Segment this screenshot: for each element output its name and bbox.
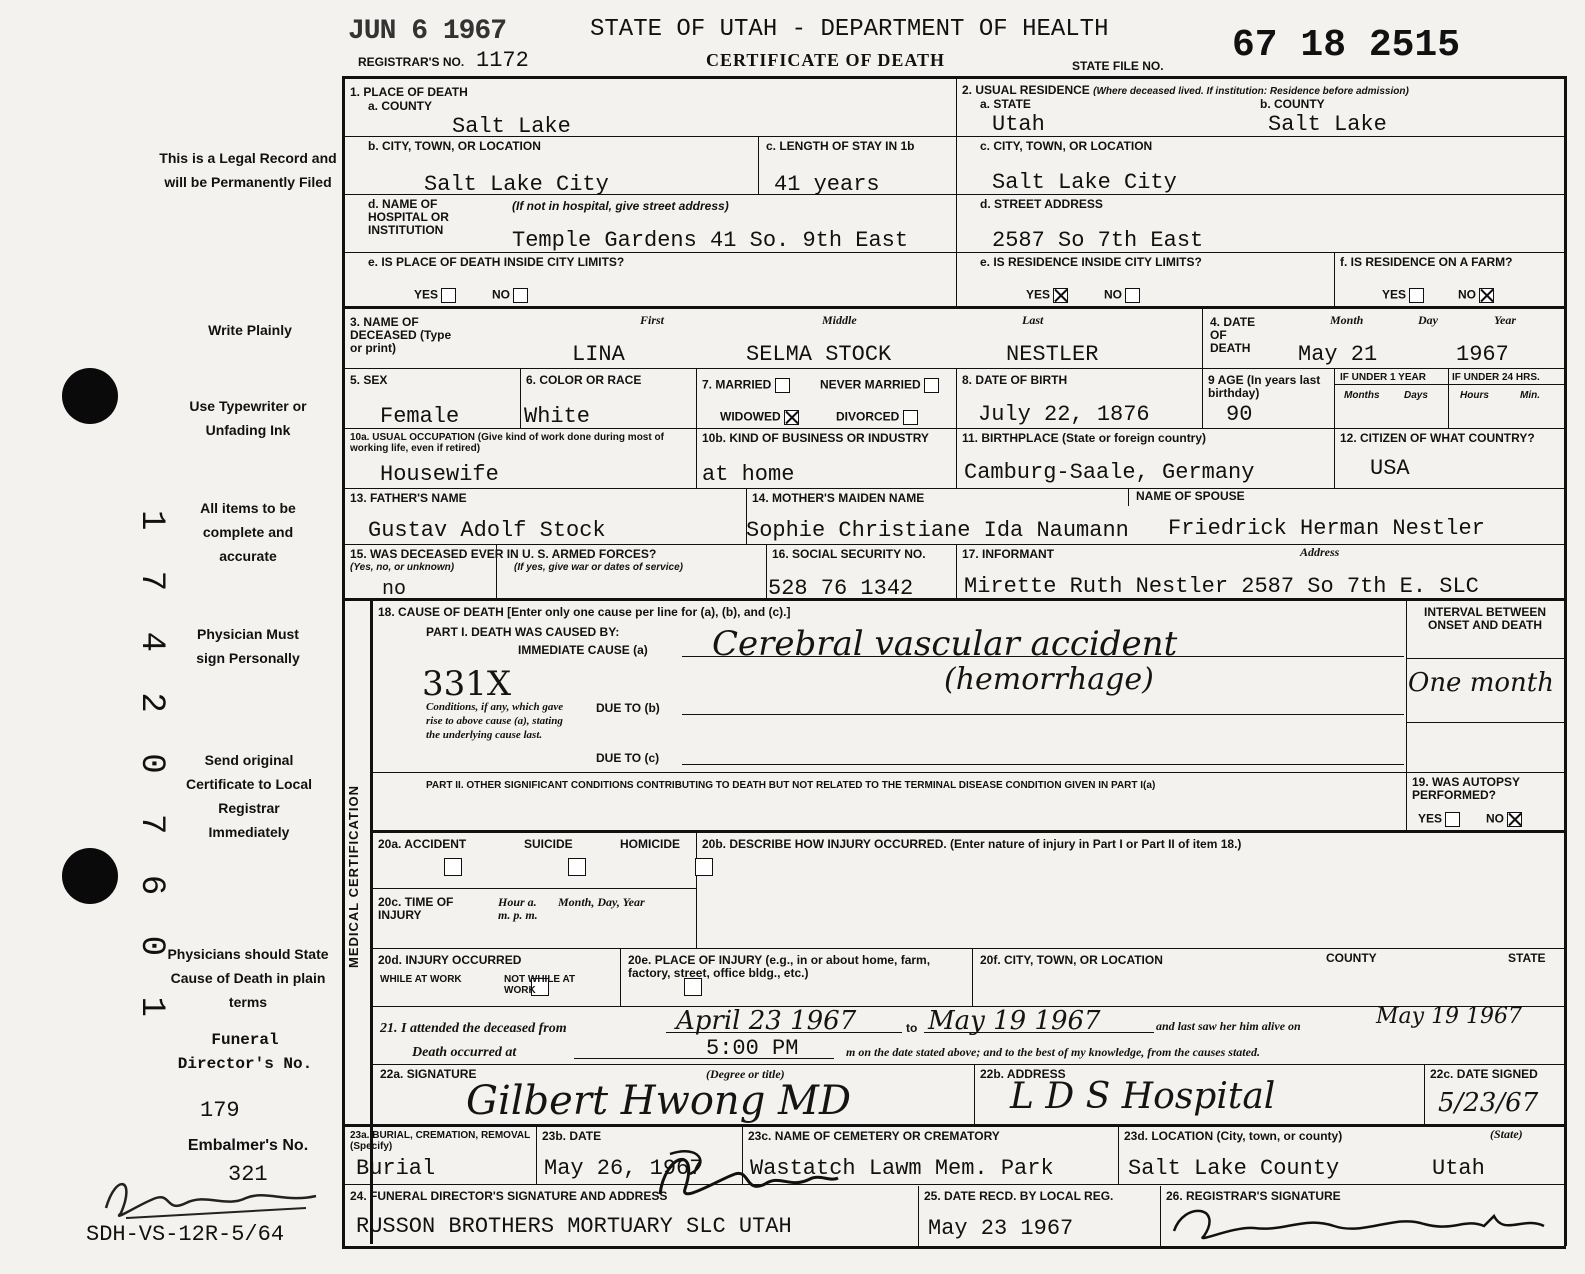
punch-hole-bottom bbox=[62, 848, 118, 904]
spouse-name: Friedrick Herman Nestler bbox=[1168, 516, 1485, 541]
farm-label: f. IS RESIDENCE ON A FARM? bbox=[1340, 255, 1513, 269]
year-label: Year bbox=[1494, 313, 1516, 327]
cause-code: 331X bbox=[422, 664, 512, 704]
citizenship: USA bbox=[1370, 456, 1410, 481]
due-to-b-label: DUE TO (b) bbox=[596, 701, 660, 715]
attended-from: April 23 1967 bbox=[676, 1006, 857, 1036]
part1-label: PART I. DEATH WAS CAUSED BY: bbox=[426, 625, 620, 639]
interval: One month bbox=[1408, 668, 1554, 698]
year-of-death: 1967 bbox=[1456, 342, 1509, 367]
last-name: NESTLER bbox=[1006, 342, 1099, 367]
burial-state: Utah bbox=[1432, 1156, 1485, 1181]
physician-address: L D S Hospital bbox=[1010, 1076, 1276, 1117]
injury-occurred-label: 20d. INJURY OCCURRED bbox=[378, 953, 522, 967]
occupation-label: 10a. USUAL OCCUPATION (Give kind of work done during most of working life, even if retired) bbox=[350, 432, 664, 454]
married-checkbox[interactable] bbox=[775, 378, 790, 393]
spouse-label: NAME OF SPOUSE bbox=[1136, 489, 1245, 503]
cause-of-death-label: 18. CAUSE OF DEATH [Enter only one cause per line for (a), (b), and (c).] bbox=[378, 605, 791, 619]
cause-a-hemorrhage: (hemorrhage) bbox=[944, 662, 1154, 697]
funeral-director-no: 179 bbox=[200, 1098, 240, 1123]
county-label: a. COUNTY bbox=[368, 99, 433, 113]
time-of-injury-label: 20c. TIME OF INJURY bbox=[378, 895, 454, 922]
length-of-stay: 41 years bbox=[774, 172, 880, 197]
mother-name: Sophie Christiane Ida Naumann bbox=[746, 518, 1129, 543]
signature-label: 22a. SIGNATURE bbox=[380, 1067, 477, 1081]
sex-label: 5. SEX bbox=[350, 373, 388, 387]
divorced: DIVORCED bbox=[836, 410, 918, 425]
death-city: Salt Lake City bbox=[424, 172, 609, 197]
autopsy-no: NO bbox=[1486, 812, 1522, 827]
race-label: 6. COLOR OR RACE bbox=[526, 373, 642, 387]
not-while-at-work: NOT WHILE AT WORK bbox=[504, 974, 576, 996]
cemetery: Wastatch Lawm Mem. Park bbox=[750, 1156, 1054, 1181]
received-stamp: JUN 6 1967 bbox=[348, 16, 507, 47]
burial-location-label: 23d. LOCATION (City, town, or county) bbox=[1124, 1129, 1343, 1143]
physician-address-label: 22b. ADDRESS bbox=[980, 1067, 1066, 1081]
death-county: Salt Lake bbox=[452, 114, 571, 139]
time-of-death: 5:00 PM bbox=[706, 1036, 799, 1061]
age-label: 9 AGE (In years last birthday) bbox=[1208, 373, 1321, 400]
farm-yes: YES bbox=[1382, 288, 1424, 303]
interval-label: INTERVAL BETWEEN ONSET AND DEATH bbox=[1423, 605, 1546, 632]
embalmer-no: 321 bbox=[228, 1162, 268, 1187]
immediate-cause-label: IMMEDIATE CAUSE (a) bbox=[518, 643, 648, 657]
armed-forces: no bbox=[382, 578, 407, 601]
citizen-label: 12. CITIZEN OF WHAT COUNTRY? bbox=[1340, 431, 1535, 445]
middle-label: Middle bbox=[822, 313, 857, 327]
social-security-no: 528 76 1342 bbox=[768, 576, 914, 601]
day-label: Day bbox=[1418, 313, 1438, 327]
month-day-year-label: Month, Day, Year bbox=[558, 895, 645, 909]
residence-label: 2. USUAL RESIDENCE (Where deceased lived. If institution: Residence before admission) bbox=[962, 83, 1409, 97]
attended-label: 21. I attended the deceased from bbox=[380, 1021, 567, 1036]
burial-date-label: 23b. DATE bbox=[542, 1129, 602, 1143]
suicide-checkbox[interactable] bbox=[568, 858, 586, 876]
business: at home bbox=[702, 462, 795, 487]
accident-checkbox[interactable] bbox=[444, 858, 462, 876]
father-label: 13. FATHER'S NAME bbox=[350, 491, 467, 505]
city-label: b. CITY, TOWN, OR LOCATION bbox=[368, 139, 541, 153]
res-state-label: a. STATE bbox=[980, 97, 1031, 111]
injury-county-label: COUNTY bbox=[1326, 951, 1377, 965]
sidebar-send: Send original Certificate to Local Registrar Immediately bbox=[185, 752, 313, 840]
last-saw-date: May 19 1967 bbox=[1376, 1004, 1523, 1029]
date-of-death-label: 4. DATE OF DEATH bbox=[1210, 315, 1256, 355]
armed-note-2: (If yes, give war or dates of service) bbox=[514, 562, 683, 573]
attended-to: May 19 1967 bbox=[928, 1006, 1101, 1036]
registrar-no-label: REGISTRAR'S NO. bbox=[358, 55, 465, 69]
certificate-title: CERTIFICATE OF DEATH bbox=[706, 50, 946, 70]
res-city: Salt Lake City bbox=[992, 170, 1177, 195]
farm-no-checkbox[interactable] bbox=[1479, 288, 1494, 303]
days-label: Days bbox=[1404, 390, 1428, 401]
place-of-injury-label: 20e. PLACE OF INJURY (e.g., in or about home, farm, factory, street, office bldg., etc.) bbox=[628, 953, 931, 980]
funeral-director-no-label: Funeral Director's No. bbox=[177, 1031, 313, 1073]
sidebar-physicians-should: Physicians should State Cause of Death in plain terms bbox=[167, 946, 329, 1010]
res-county: Salt Lake bbox=[1268, 112, 1387, 137]
under-1-year-label: IF UNDER 1 YEAR bbox=[1340, 372, 1426, 383]
autopsy-label: 19. WAS AUTOPSY PERFORMED? bbox=[1412, 775, 1520, 802]
month-label: Month bbox=[1330, 313, 1364, 327]
date-recd-label: 25. DATE RECD. BY LOCAL REG. bbox=[924, 1189, 1114, 1203]
first-name: LINA bbox=[572, 342, 625, 367]
death-city-yes-checkbox[interactable] bbox=[441, 288, 456, 303]
degree-label: (Degree or title) bbox=[706, 1067, 785, 1081]
physician-signature: Gilbert Hwong MD bbox=[466, 1078, 852, 1124]
place-of-death-label: 1. PLACE OF DEATH bbox=[350, 85, 468, 99]
hospital-note: (If not in hospital, give street address) bbox=[512, 199, 729, 213]
res-city-no-checkbox[interactable] bbox=[1125, 288, 1140, 303]
cause-a: Cerebral vascular accident bbox=[712, 624, 1178, 664]
last-label: Last bbox=[1022, 313, 1044, 327]
autopsy-yes-checkbox[interactable] bbox=[1445, 812, 1460, 827]
informant-label: 17. INFORMANT bbox=[962, 547, 1055, 561]
date-of-death: May 21 bbox=[1298, 342, 1378, 367]
funeral-director-signature bbox=[640, 1134, 840, 1214]
farm-no: NO bbox=[1458, 288, 1494, 303]
sidebar-typewriter: Use Typewriter or Unfading Ink bbox=[189, 398, 307, 438]
registrar-signature-label: 26. REGISTRAR'S SIGNATURE bbox=[1166, 1189, 1341, 1203]
ssn-label: 16. SOCIAL SECURITY NO. bbox=[772, 547, 926, 561]
res-city-label: c. CITY, TOWN, OR LOCATION bbox=[980, 139, 1153, 153]
res-city-yes-checkbox[interactable] bbox=[1053, 288, 1068, 303]
part2-label: PART II. OTHER SIGNIFICANT CONDITIONS CONTRIBUTING TO DEATH BUT NOT RELATED TO THE TERMINAL DISEASE CONDITION GIVEN IN PART I(a) bbox=[426, 780, 1156, 791]
hour-label: Hour a. m. p. m. bbox=[498, 895, 538, 922]
res-street-label: d. STREET ADDRESS bbox=[980, 197, 1103, 211]
armed-label: 15. WAS DECEASED EVER IN U. S. ARMED FORCES? bbox=[350, 547, 657, 561]
birthplace: Camburg-Saale, Germany bbox=[964, 460, 1255, 485]
sidebar-write-plainly: Write Plainly bbox=[208, 322, 292, 338]
married: 7. MARRIED bbox=[702, 378, 790, 393]
homicide-label: HOMICIDE bbox=[620, 837, 680, 851]
informant: Mirette Ruth Nestler 2587 So 7th E. SLC bbox=[964, 574, 1479, 599]
embalmer-no-label: Embalmer's No. bbox=[187, 1137, 309, 1154]
death-city-no-checkbox[interactable] bbox=[513, 288, 528, 303]
first-label: First bbox=[640, 313, 665, 327]
farm-yes-checkbox[interactable] bbox=[1409, 288, 1424, 303]
suicide-label: SUICIDE bbox=[524, 837, 573, 851]
father-name: Gustav Adolf Stock bbox=[368, 518, 606, 543]
armed-note-1: (Yes, no, or unknown) bbox=[350, 562, 455, 573]
never-married: NEVER MARRIED bbox=[820, 378, 939, 393]
page-title: STATE OF UTAH - DEPARTMENT OF HEALTH bbox=[590, 16, 1109, 43]
conditions-note: Conditions, if any, which gave rise to above cause (a), stating the underlying cause last. bbox=[426, 701, 564, 741]
never-married-checkbox[interactable] bbox=[924, 378, 939, 393]
widowed: WIDOWED bbox=[720, 410, 799, 425]
inside-city-label: e. IS PLACE OF DEATH INSIDE CITY LIMITS? bbox=[368, 255, 625, 269]
cemetery-label: 23c. NAME OF CEMETERY OR CREMATORY bbox=[748, 1129, 1000, 1143]
while-at-work: WHILE AT WORK bbox=[380, 974, 462, 985]
res-city-yes: YES bbox=[1026, 288, 1068, 303]
stay-label: c. LENGTH OF STAY IN 1b bbox=[766, 139, 915, 153]
registrar-no: 1172 bbox=[476, 48, 529, 73]
hours-label: Hours bbox=[1460, 390, 1489, 401]
deceased-name-label: 3. NAME OF DECEASED (Type or print) bbox=[350, 315, 452, 355]
autopsy-no-checkbox[interactable] bbox=[1507, 812, 1522, 827]
hospital-name: Temple Gardens 41 So. 9th East bbox=[512, 228, 909, 253]
death-occurred-label: Death occurred at bbox=[412, 1045, 517, 1060]
burial-location: Salt Lake County bbox=[1128, 1156, 1340, 1181]
burial-label: 23a. BURIAL, CREMATION, REMOVAL (Specify) bbox=[350, 1130, 531, 1152]
autopsy-yes: YES bbox=[1418, 812, 1460, 827]
burial-date: May 26, 1967 bbox=[544, 1156, 703, 1181]
form-id: SDH-VS-12R-5/64 bbox=[86, 1222, 285, 1247]
sidebar-physician: Physician Must sign Personally bbox=[196, 626, 300, 666]
hospital-label: d. NAME OF HOSPITAL OR INSTITUTION bbox=[368, 197, 449, 237]
res-city-no: NO bbox=[1104, 288, 1140, 303]
registrar-signature bbox=[1164, 1196, 1564, 1246]
informant-address-label: Address bbox=[1300, 545, 1340, 559]
not-while-at-work-checkbox[interactable] bbox=[684, 978, 702, 996]
death-occurred-rest: m on the date stated above; and to the best of my knowledge, from the causes stated. bbox=[846, 1045, 1260, 1059]
race: White bbox=[524, 404, 591, 429]
medical-certification-vertical: MEDICAL CERTIFICATION bbox=[346, 784, 361, 968]
state-file-label: STATE FILE NO. bbox=[1072, 59, 1164, 73]
date-recd: May 23 1967 bbox=[928, 1216, 1074, 1241]
death-city-no: NO bbox=[492, 288, 528, 303]
months-label: Months bbox=[1344, 390, 1380, 401]
middle-name: SELMA STOCK bbox=[746, 342, 892, 367]
funeral-director: RUSSON BROTHERS MORTUARY SLC UTAH bbox=[356, 1214, 792, 1239]
injury-state-label: STATE bbox=[1508, 951, 1546, 965]
res-state: Utah bbox=[992, 112, 1045, 137]
burial-state-label: (State) bbox=[1490, 1127, 1523, 1141]
sidebar-complete: All items to be complete and accurate bbox=[200, 500, 296, 564]
res-county-label: b. COUNTY bbox=[1260, 97, 1325, 111]
punch-hole-top bbox=[62, 368, 118, 424]
date-signed-label: 22c. DATE SIGNED bbox=[1430, 1067, 1538, 1081]
business-label: 10b. KIND OF BUSINESS OR INDUSTRY bbox=[702, 431, 929, 445]
under-24-hrs-label: IF UNDER 24 HRS. bbox=[1452, 372, 1540, 383]
birth-label: 8. DATE OF BIRTH bbox=[962, 373, 1068, 387]
date-signed: 5/23/67 bbox=[1438, 1088, 1539, 1118]
last-saw-label: and last saw her him alive on bbox=[1156, 1019, 1301, 1033]
state-file-no: 67 18 2515 bbox=[1232, 24, 1461, 67]
disposition: Burial bbox=[356, 1156, 436, 1181]
injury-how-label: 20b. DESCRIBE HOW INJURY OCCURRED. (Enter nature of injury in Part I or Part II of item 18.) bbox=[702, 837, 1242, 851]
divorced-checkbox[interactable] bbox=[903, 410, 918, 425]
widowed-checkbox[interactable] bbox=[784, 410, 799, 425]
min-label: Min. bbox=[1520, 390, 1540, 401]
mother-label: 14. MOTHER'S MAIDEN NAME bbox=[752, 491, 925, 505]
to-label: to bbox=[906, 1021, 918, 1035]
sex: Female bbox=[380, 404, 460, 429]
death-city-yes: YES bbox=[414, 288, 456, 303]
occupation: Housewife bbox=[380, 462, 499, 487]
res-inside-city-label: e. IS RESIDENCE INSIDE CITY LIMITS? bbox=[980, 255, 1202, 269]
city-of-injury-label: 20f. CITY, TOWN, OR LOCATION bbox=[980, 953, 1163, 967]
vertical-serial-number: 1 7 4 2 0 7 6 0 1 bbox=[132, 510, 170, 1027]
funeral-director-label: 24. FUNERAL DIRECTOR'S SIGNATURE AND ADDRESS bbox=[350, 1189, 668, 1203]
sidebar-legal: This is a Legal Record and will be Permanently Filed bbox=[159, 150, 337, 190]
age: 90 bbox=[1226, 402, 1253, 427]
res-street: 2587 So 7th East bbox=[992, 228, 1204, 253]
funeral-director-initials-signature bbox=[96, 1168, 326, 1228]
birthplace-label: 11. BIRTHPLACE (State or foreign country) bbox=[962, 431, 1207, 445]
homicide-checkbox[interactable] bbox=[695, 858, 713, 876]
accident-label: 20a. ACCIDENT bbox=[378, 837, 467, 851]
due-to-c-label: DUE TO (c) bbox=[596, 751, 660, 765]
date-of-birth: July 22, 1876 bbox=[978, 402, 1150, 427]
